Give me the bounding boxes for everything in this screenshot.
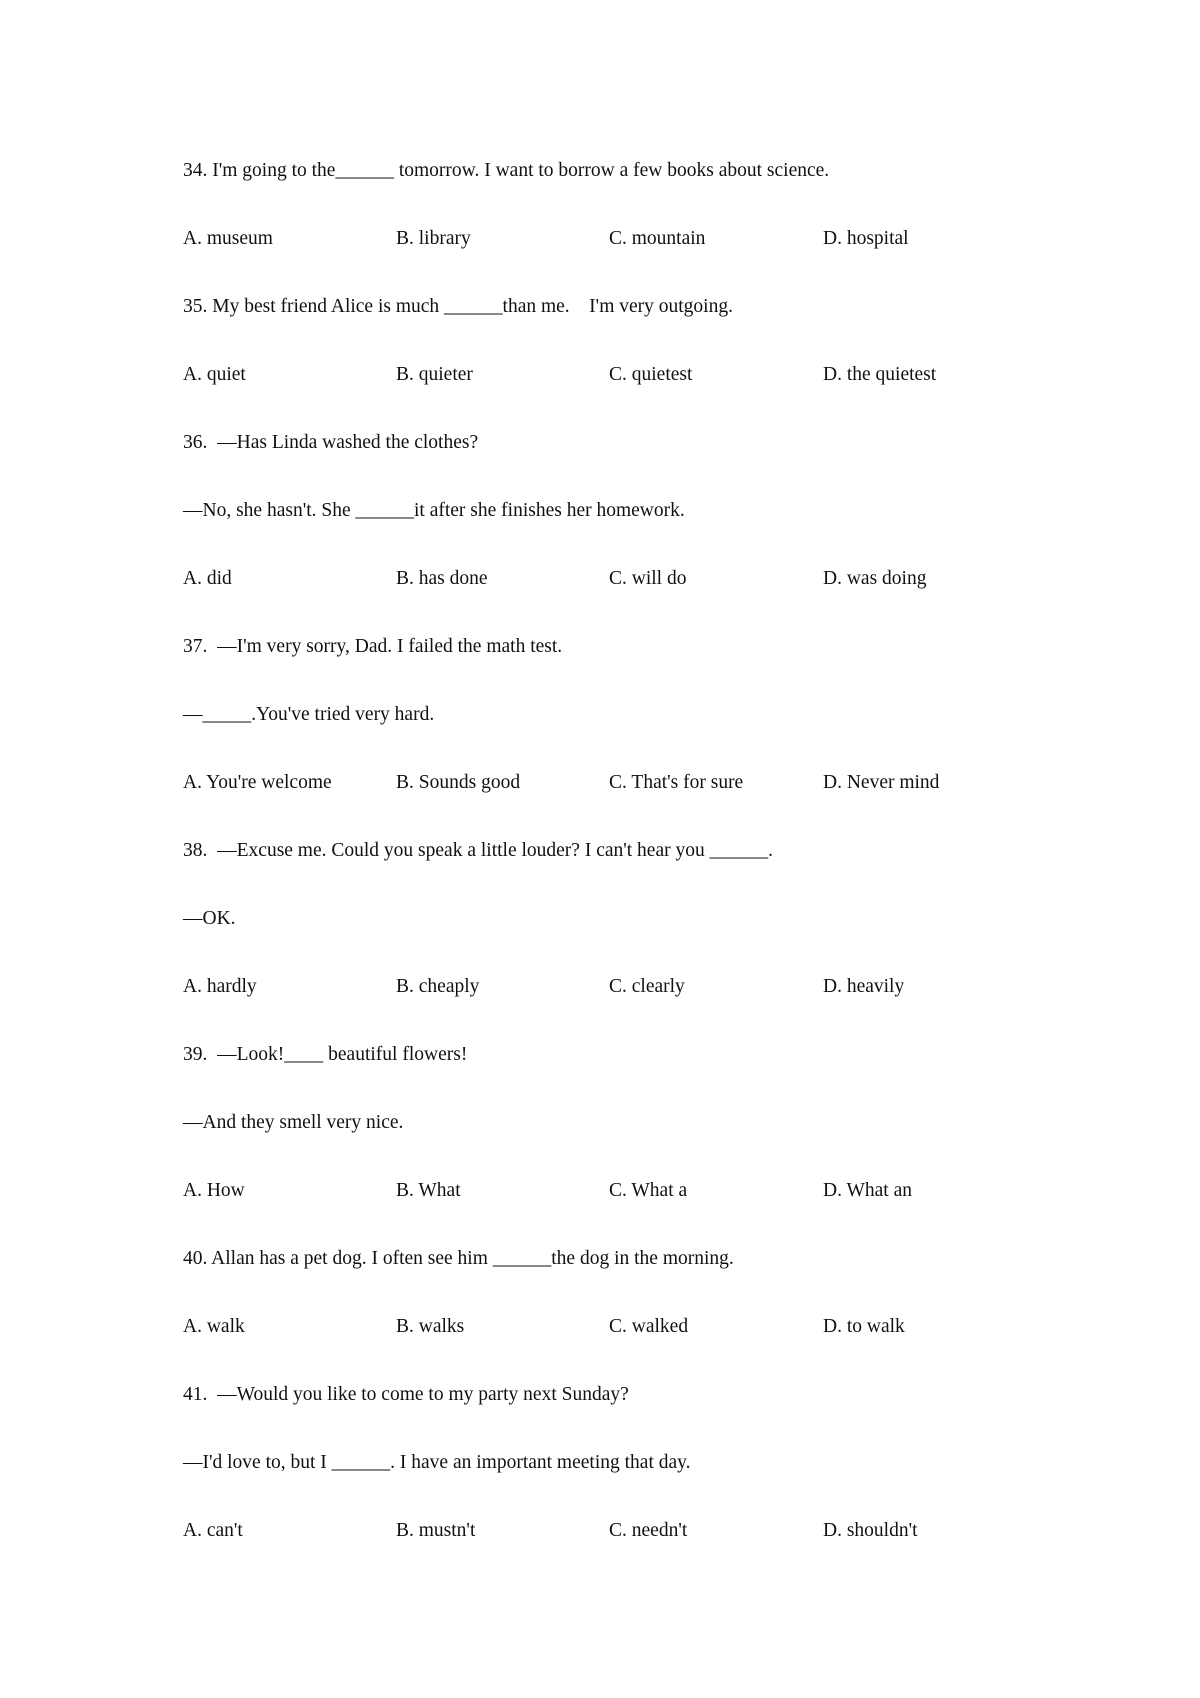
question-37-reply: —_____.You've tried very hard.	[183, 704, 435, 725]
question-34-stem: 34. I'm going to the______ tomorrow. I want to borrow a few books about science.	[183, 160, 830, 181]
option-c: C. That's for sure	[609, 772, 744, 793]
option-c: C. mountain	[609, 228, 706, 249]
option-c: C. quietest	[609, 364, 693, 385]
option-b: B. What	[396, 1180, 461, 1201]
option-d: D. to walk	[823, 1316, 905, 1337]
question-36-stem: 36. —Has Linda washed the clothes?	[183, 432, 479, 453]
question-38-reply: —OK.	[183, 908, 236, 929]
question-36-options	[183, 564, 1083, 594]
question-39-reply: —And they smell very nice.	[183, 1112, 404, 1133]
option-b: B. Sounds good	[396, 772, 521, 793]
question-41-reply: —I'd love to, but I ______. I have an important meeting that day.	[183, 1452, 691, 1473]
option-c: C. What a	[609, 1180, 688, 1201]
question-40-options	[183, 1312, 1083, 1342]
question-36-reply: —No, she hasn't. She ______it after she finishes her homework.	[183, 500, 685, 521]
option-d: D. shouldn't	[823, 1520, 918, 1541]
option-b: B. mustn't	[396, 1520, 476, 1541]
option-d: D. heavily	[823, 976, 905, 997]
option-a: A. can't	[183, 1520, 243, 1541]
option-d: D. was doing	[823, 568, 927, 589]
option-d: D. Never mind	[823, 772, 940, 793]
option-c: C. will do	[609, 568, 687, 589]
option-a: A. did	[183, 568, 232, 589]
option-a: A. museum	[183, 228, 273, 249]
question-35-options	[183, 360, 1083, 390]
option-b: B. walks	[396, 1316, 465, 1337]
question-38-options	[183, 972, 1083, 1002]
question-37-options	[183, 768, 1083, 798]
option-c: C. needn't	[609, 1520, 688, 1541]
option-a: A. quiet	[183, 364, 246, 385]
option-d: D. hospital	[823, 228, 909, 249]
question-40-stem: 40. Allan has a pet dog. I often see him ______the dog in the morning.	[183, 1248, 734, 1269]
option-a: A. How	[183, 1180, 245, 1201]
option-c: C. clearly	[609, 976, 685, 997]
question-34-options	[183, 224, 1083, 254]
option-b: B. library	[396, 228, 471, 249]
option-a: A. walk	[183, 1316, 245, 1337]
option-d: D. What an	[823, 1180, 912, 1201]
option-a: A. You're welcome	[183, 772, 332, 793]
question-39-stem: 39. —Look!____ beautiful flowers!	[183, 1044, 468, 1065]
option-b: B. has done	[396, 568, 488, 589]
question-41-stem: 41. —Would you like to come to my party next Sunday?	[183, 1384, 629, 1405]
question-37-stem: 37. —I'm very sorry, Dad. I failed the math test.	[183, 636, 563, 657]
option-c: C. walked	[609, 1316, 689, 1337]
question-39-options	[183, 1176, 1083, 1206]
option-b: B. cheaply	[396, 976, 480, 997]
option-d: D. the quietest	[823, 364, 937, 385]
question-35-stem: 35. My best friend Alice is much ______than me. I'm very outgoing.	[183, 296, 733, 317]
question-41-options	[183, 1516, 1083, 1546]
option-a: A. hardly	[183, 976, 257, 997]
option-b: B. quieter	[396, 364, 473, 385]
question-38-stem: 38. —Excuse me. Could you speak a little louder? I can't hear you ______.	[183, 840, 773, 861]
